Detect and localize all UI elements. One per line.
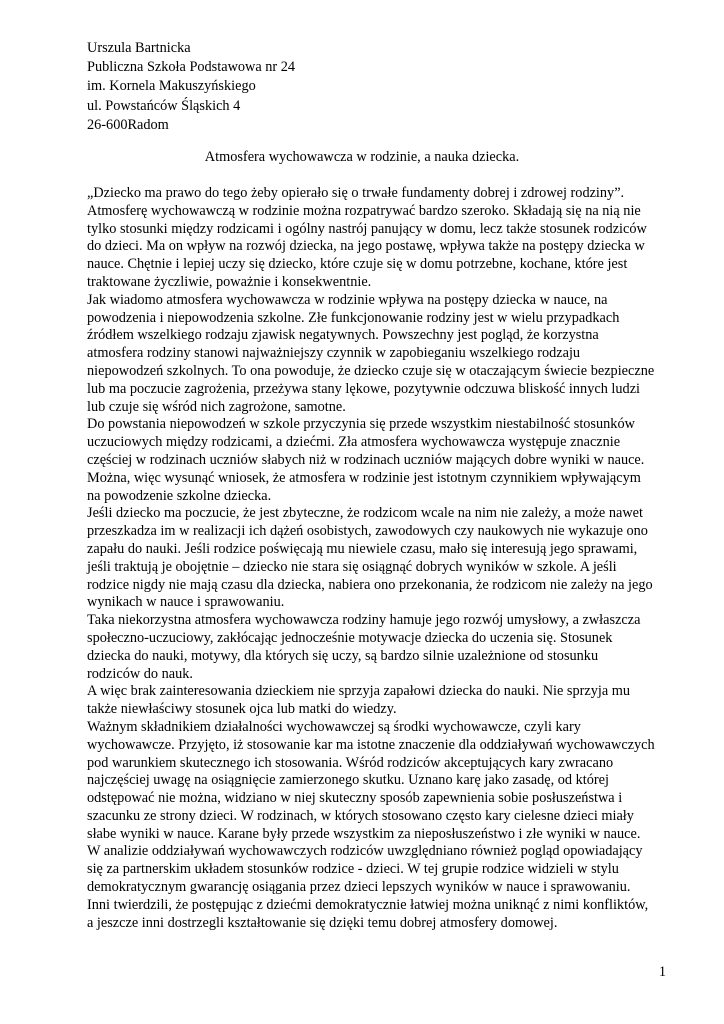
body-line: traktowane życzliwie, poważnie i konsekwentnie. <box>87 273 372 290</box>
author-name: Urszula Bartnicka <box>87 40 191 56</box>
body-line: Ważnym składnikiem działalności wychowawczej są środki wychowawcze, czyli kary <box>87 718 581 735</box>
body-line: źródłem wszelkiego rodzaju zjawisk negatywnych. Powszechny jest pogląd, że korzystna <box>87 327 599 344</box>
body-line: rodziców do nauk. <box>87 665 194 682</box>
body-line: powodzenia i niepowodzenia szkolne. Złe funkcjonowanie rodziny jest w wielu przypadkach <box>87 309 620 326</box>
body-line: słabe wyniki w nauce. Karane były przede wszystkim za nieposłuszeństwo i złe wyniki w nauce. <box>87 825 641 842</box>
body-line: na powodzenie szkolne dziecka. <box>87 487 272 504</box>
body-line: Inni twierdzili, że postępując z dziećmi demokratycznie łatwiej można uniknąć z nimi konfliktów, <box>87 896 649 913</box>
body-line: lub ma poczucie zagrożenia, przeżywa stany lękowe, pozytywnie odczuwa bliskość innych ludzi <box>87 380 641 397</box>
body-line: Można, więc wysunąć wniosek, że atmosfera w rodzinie jest istotnym czynnikiem wpływającym <box>87 469 641 486</box>
body-line: do dzieci. Ma on wpływ na rozwój dziecka, na jego postawę, wpływa także na postępy dziecka w <box>87 238 645 255</box>
body-line: Jeśli dziecko ma poczucie, że jest zbyteczne, że rodzicom wcale na nim nie zależy, a może nawet <box>87 505 643 522</box>
body-line: Do powstania niepowodzeń w szkole przyczynia się przede wszystkim niestabilność stosunków <box>87 416 635 433</box>
body-line: „Dziecko ma prawo do tego żeby opierało się o trwałe fundamenty dobrej i zdrowej rodziny”. <box>87 185 625 201</box>
document-title: Atmosfera wychowawcza w rodzinie, a nauka dziecka. <box>204 149 520 165</box>
body-line: lub czuje się wśród nich zagrożone, samotne. <box>87 398 346 415</box>
body-line: uczuciowych między rodzicami, a dziećmi. Zła atmosfera wychowawcza występuje znacznie <box>87 434 621 451</box>
body-line: a jeszcze inni dostrzegli kształtowanie się dzięki temu dobrej atmosfery domowej. <box>87 914 558 931</box>
body-line: wychowawcze. Przyjęto, iż stosowanie kar ma istotne znaczenie dla oddziaływań wychowawczych <box>87 736 655 753</box>
body-line: tylko stosunki między rodzicami i ogólny nastrój panujący w domu, lecz także stosunek rodziców <box>87 220 647 237</box>
body-line: częściej w rodzinach uczniów słabych niż w rodzinach uczniów mających dobre wyniki w nauce. <box>87 451 645 468</box>
body-line: przeszkadza im w realizacji ich dążeń osobistych, zawodowych czy naukowych nie wykazuje ono <box>87 523 648 540</box>
body-line: najczęściej uwagę na osiągnięcie zamierzonego skutku. Uznano karę jako zasadę, od której <box>87 772 610 789</box>
body-line: jeśli traktują je obojętnie – dziecko nie stara się osiągnąć dobrych wyników w szkole. A jeśli <box>87 558 617 575</box>
body-line: wynikach w nauce i sprawowaniu. <box>87 594 285 611</box>
school-name: Publiczna Szkoła Podstawowa nr 24 <box>87 59 296 76</box>
document-body <box>87 185 672 932</box>
body-line: zapału do nauki. Jeśli rodzice poświęcają mu niewiele czasu, mało się interesują jego sprawami, <box>87 540 638 557</box>
street-address: ul. Powstańców Śląskich 4 <box>87 97 241 114</box>
body-line: demokratycznym gwarancję osiągania przez dzieci lepszych wyników w nauce i sprawowaniu. <box>87 879 631 896</box>
body-line: pod warunkiem skutecznego ich stosowania. Wśród rodziców akceptujących kary zwracano <box>87 754 614 771</box>
body-line: społeczno-uczuciowy, zakłócając jednocześnie motywacje dziecka do uczenia się. Stosunek <box>87 629 613 646</box>
body-line: nauce. Chętnie i lepiej uczy się dziecko, które czuje się w domu potrzebne, kochane, które jest <box>87 256 628 273</box>
body-line: się za partnerskim układem stosunków rodzice - dzieci. W tej grupie rodzice widzieli w stylu <box>87 861 619 878</box>
body-line: A więc brak zainteresowania dzieckiem nie sprzyja zapałowi dziecka do nauki. Nie sprzyja mu <box>87 683 631 700</box>
body-line: odstępować nie można, widziano w niej skuteczny sposób zapewnienia sobie posłuszeństwa i <box>87 790 623 807</box>
school-patron: im. Kornela Makuszyńskiego <box>87 78 256 95</box>
body-line: atmosfera rodziny stanowi najważniejszy czynnik w zapobieganiu wszelkiego rodzaju <box>87 345 581 362</box>
author-address-block <box>87 39 295 135</box>
body-line: niepowodzeń szkolnych. To ona powoduje, że dziecko czuje się w otaczającym świecie bezpieczne <box>87 362 655 379</box>
body-line: także niewłaściwy stosunek ojca lub matki do wiedzy. <box>87 701 397 718</box>
body-line: Atmosferę wychowawczą w rodzinie można rozpatrywać bardzo szeroko. Składają się na nią nie <box>87 202 641 219</box>
body-line: W analizie oddziaływań wychowawczych rodziców uwzględniano również pogląd opowiadający <box>87 843 643 860</box>
body-line: Jak wiadomo atmosfera wychowawcza w rodzinie wpływa na postępy dziecka w nauce, na <box>87 291 608 308</box>
body-line: Taka niekorzystna atmosfera wychowawcza rodziny hamuje jego rozwój umysłowy, a zwłaszcza <box>87 612 641 629</box>
body-line: rodzice nigdy nie mają czasu dla dziecka, nabiera ono przekonania, że rodzicom nie zależy na jego <box>87 576 653 593</box>
body-line: dziecka do nauki, motywy, dla których się uczy, są bardzo silnie uzależnione od stosunku <box>87 647 599 664</box>
body-line: szacunku ze strony dzieci. W rodzinach, w których stosowano często kary cielesne dzieci miały <box>87 807 634 824</box>
postal-city: 26-600Radom <box>87 116 169 133</box>
page-number: 1 <box>658 964 666 980</box>
